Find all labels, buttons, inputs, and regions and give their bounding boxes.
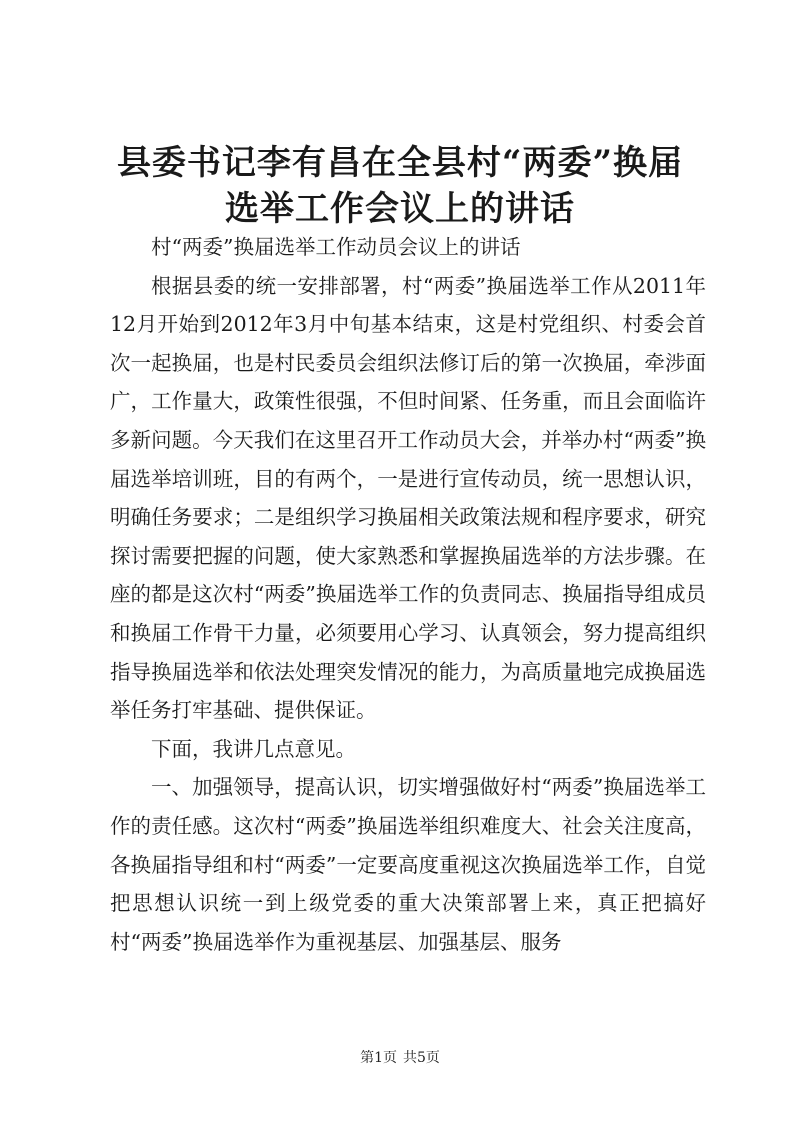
subtitle-paragraph: 村“两委”换届选举工作动员会议上的讲话 (151, 235, 521, 259)
page-footer (0, 1048, 800, 1068)
document-body (110, 228, 706, 961)
body-paragraph: 根据县委的统一安排部署，村“两委”换届选举工作从2011年12月开始到2012年3月中旬基本结束，这是村党组织、村委会首次一起换届，也是村民委员会组织法修订后的第一次换届，牵涉面广，工作量大，政策性很强，不但时间紧、任务重，而且会面临许多新问题。今天我们在这里召开工作动员大会，并举办村“两委”换届选举培训班，目的有两个，一是进行宣传动员，统一思想认识，明确任务要求；二是组织学习换届相关政策法规和程序要求，研究探讨需要把握的问题，使大家熟悉和掌握换届选举的方法步骤。在座的都是这次村“两委”换届选举工作的负责同志、换届指导组成员和换届工作骨干力量，必须要用心学习、认真领会，努力提高组织指导换届选举和依法处理突发情况的能力，为高质量地完成换届选举任务打牢基础、提供保证。 (110, 273, 706, 723)
page-number: 第1页 (360, 1050, 397, 1066)
page-total: 共5页 (403, 1050, 440, 1066)
body-paragraph: 下面，我讲几点意见。 (151, 736, 356, 761)
document-title: 县委书记李有昌在全县村“两委”换届选举工作会议上的讲话 (116, 143, 684, 229)
body-paragraph: 一、加强领导，提高认识，切实增强做好村“两委”换届选举工作的责任感。这次村“两委”换届选举组织难度大、社会关注度高，各换届指导组和村“两委”一定要高度重视这次换届选举工作，自觉把思想认识统一到上级党委的重大决策部署上来，真正把搞好村“两委”换届选举作为重视基层、加强基层、服务 (110, 775, 706, 954)
